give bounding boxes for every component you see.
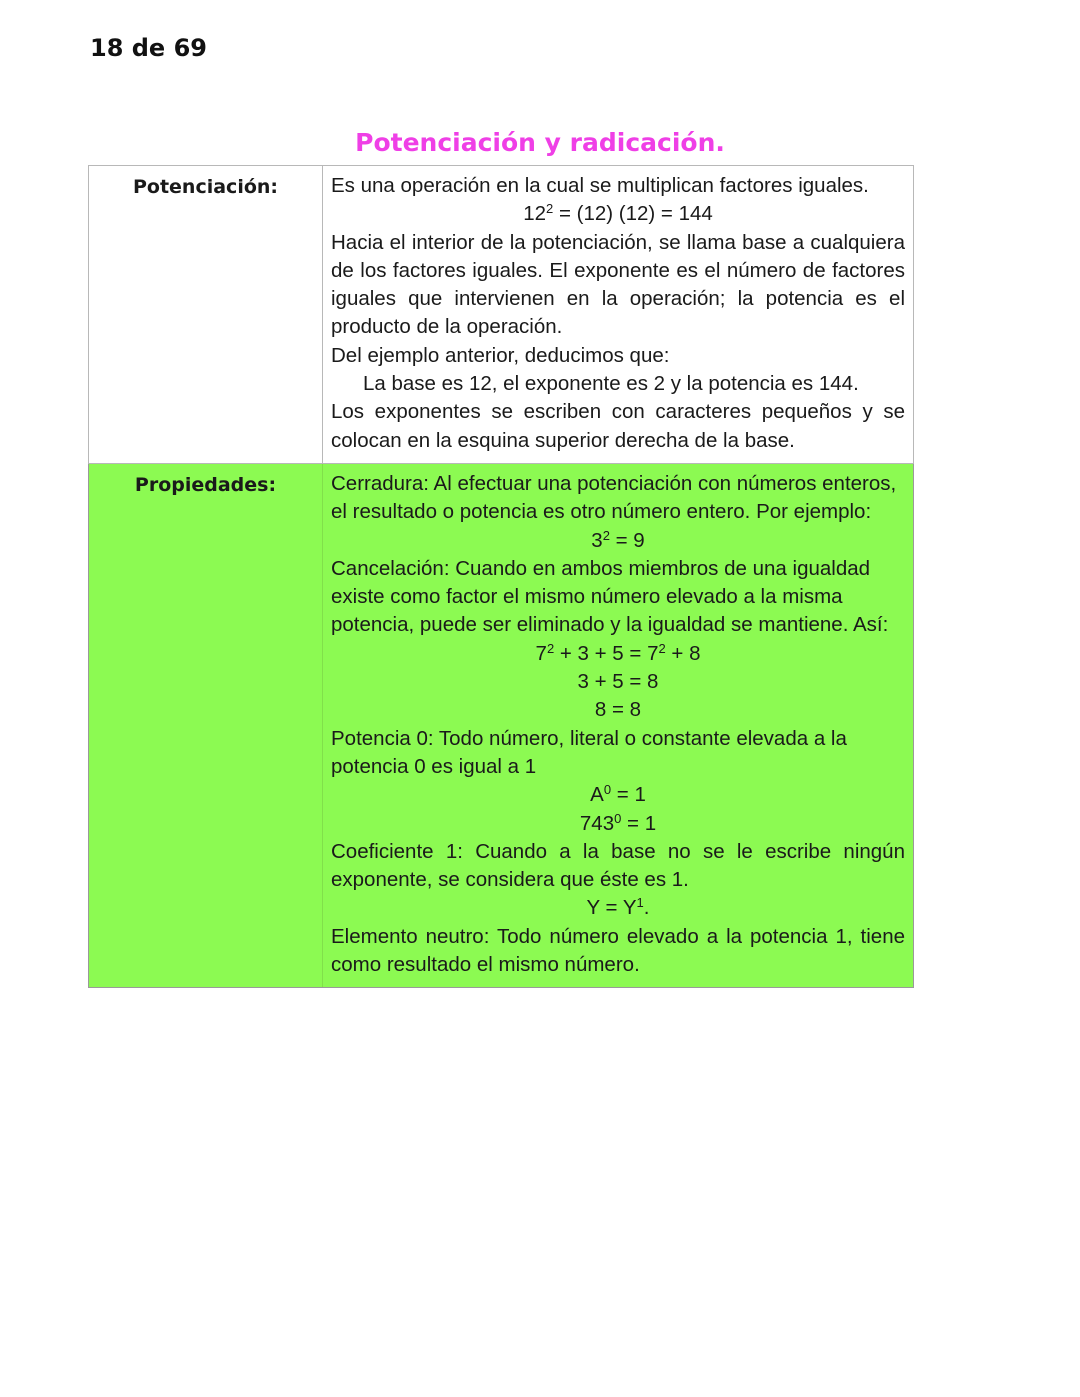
paragraph: Los exponentes se escriben con caracteres pequeños y se colocan en la esquina superior derecha de la base. xyxy=(331,400,905,452)
equation-rest: = 1 xyxy=(621,811,657,835)
exponent: 2 xyxy=(658,640,666,656)
property-elemento-neutro: Elemento neutro: Todo número elevado a la potencia 1, tiene como resultado el mismo número. xyxy=(331,924,905,977)
row-potenciacion xyxy=(89,166,914,464)
page-indicator: 18 de 69 xyxy=(90,34,207,62)
base: 7 xyxy=(535,641,547,665)
example-equation: 3 + 5 = 8 xyxy=(577,670,659,694)
base: 7 xyxy=(647,641,659,665)
content-table xyxy=(88,165,914,988)
section-title: Potenciación y radicación. xyxy=(355,128,725,157)
equation-rest: = (12) (12) = 144 xyxy=(553,202,713,226)
exponent: 2 xyxy=(546,201,554,217)
exponent: 2 xyxy=(546,640,555,656)
base: A xyxy=(590,783,604,807)
equation-rest: + 3 + 5 = xyxy=(554,641,648,665)
row-propiedades xyxy=(89,463,914,987)
deduction: La base es 12, el exponente es 2 y la potencia es 144. xyxy=(363,372,859,396)
deduce-intro: Del ejemplo anterior, deducimos que: xyxy=(331,343,670,367)
exponent: 2 xyxy=(602,527,610,543)
base: 3 xyxy=(591,528,603,552)
equation-rest: = 9 xyxy=(609,528,645,552)
equation-rest: . xyxy=(643,896,650,920)
definition: Es una operación en la cual se multiplican factores iguales. xyxy=(331,174,869,197)
row-body xyxy=(323,166,914,464)
base: 12 xyxy=(523,202,547,226)
exponent: 0 xyxy=(603,782,612,798)
example-equation: 8 = 8 xyxy=(594,698,642,722)
example-equation xyxy=(331,640,905,668)
row-label: Propiedades: xyxy=(89,463,323,987)
example-equation xyxy=(331,200,905,228)
base: Y = Y xyxy=(586,896,637,920)
exponent: 0 xyxy=(614,810,622,826)
example-equation xyxy=(331,527,905,555)
exponent: 1 xyxy=(636,895,644,911)
row-body xyxy=(323,463,914,987)
equation-rest: = 1 xyxy=(611,783,646,807)
example-equation xyxy=(331,894,905,922)
property-potencia-0: Potencia 0: Todo número, literal o constante elevada a la potencia 0 es igual a 1 xyxy=(331,726,847,778)
example-equation xyxy=(331,781,905,809)
property-cancelacion: Cancelación: Cuando en ambos miembros de una igualdad existe como factor el mismo número elevado a la misma potencia, puede ser eliminado y la igualdad se mantiene. Así: xyxy=(331,556,889,637)
base: 743 xyxy=(579,811,615,835)
equation-rest: + 8 xyxy=(665,641,701,665)
example-equation xyxy=(331,810,905,838)
property-coeficiente-1: Coeficiente 1: Cuando a la base no se le escribe ningún exponente, se considera que éste es 1. xyxy=(331,839,905,892)
paragraph: Hacia el interior de la potenciación, se llama base a cualquiera de los factores iguales. El exponente es el número de factores iguales que intervienen en la operación; la potencia es el producto de la operación. xyxy=(331,230,905,339)
property-cerradura: Cerradura: Al efectuar una potenciación con números enteros, el resultado o potencia es otro número entero. Por ejemplo: xyxy=(331,471,897,524)
row-label: Potenciación: xyxy=(89,166,323,464)
